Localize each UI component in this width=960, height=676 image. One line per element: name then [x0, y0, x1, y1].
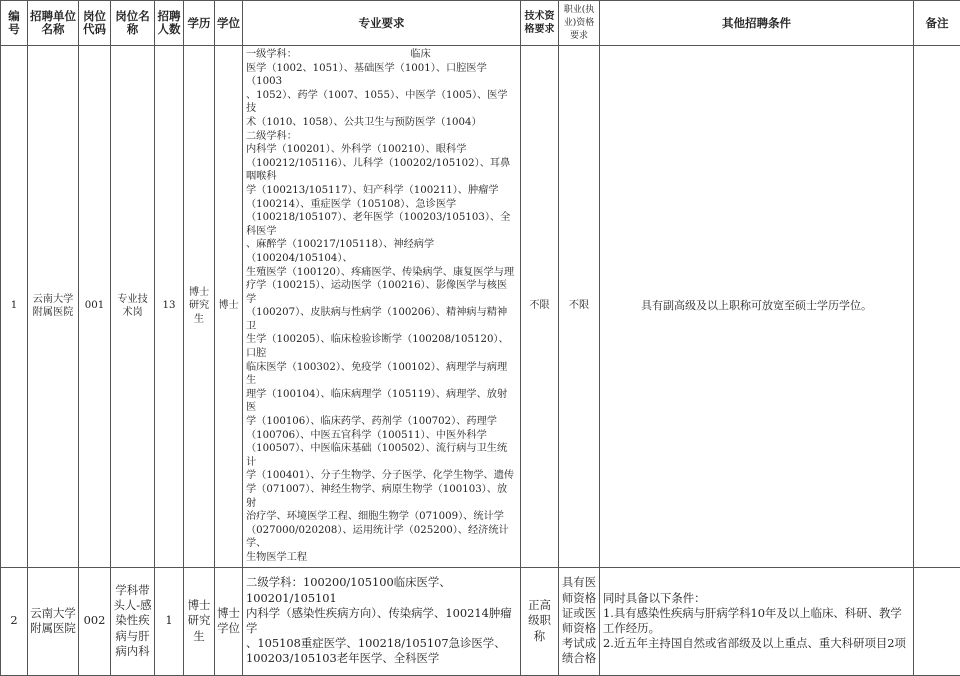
header-unit: 招聘单位名称	[28, 1, 79, 46]
major-line: 、105108重症医学、100218/105107急诊医学、	[246, 636, 517, 651]
row-code: 002	[79, 567, 111, 675]
row-note	[914, 46, 960, 568]
header-no: 编号	[1, 1, 28, 46]
row-tech: 不限	[521, 46, 559, 568]
major-line: 学（100401）、分子生物学、分子医学、化学生物学、遗传	[246, 469, 517, 483]
major-line: 二级学科：	[246, 130, 517, 144]
row-major-requirements	[243, 46, 521, 568]
header-other: 其他招聘条件	[600, 1, 914, 46]
condition-line: 同时具备以下条件：	[603, 591, 910, 606]
major-line: （100214）、重症医学（105108）、急诊医学	[246, 198, 517, 212]
major-line: 一级学科： 临床	[246, 48, 517, 62]
condition-line: 2.近五年主持国自然或省部级及以上重点、重大科研项目2项	[603, 636, 910, 651]
major-line: 理学（100104）、临床病理学（105119）、病理学、放射医	[246, 388, 517, 415]
header-degree: 学位	[215, 1, 243, 46]
row-edu: 博士研究生	[184, 46, 215, 568]
header-edu: 学历	[184, 1, 215, 46]
major-line: 二级学科：100200/105100临床医学、100201/105101	[246, 575, 517, 605]
row-code: 001	[79, 46, 111, 568]
major-line: 疗学（100215）、运动医学（100216）、影像医学与核医学	[246, 279, 517, 306]
table-row	[1, 567, 960, 675]
row-license: 具有医师资格证或医师资格考试成绩合格	[559, 567, 600, 675]
header-code: 岗位代码	[79, 1, 111, 46]
major-line: （100706）、中医五官科学（100511）、中医外科学	[246, 429, 517, 443]
table-row	[1, 46, 960, 568]
row-no: 1	[1, 46, 28, 568]
row-tech: 正高级职称	[521, 567, 559, 675]
major-line: 医学（1002、1051）、基础医学（1001）、口腔医学（1003	[246, 62, 517, 89]
header-note: 备注	[914, 1, 960, 46]
row-other-conditions: 具有副高级及以上职称可放宽至硕士学历学位。	[600, 46, 914, 568]
row-post: 学科带头人-感染性疾病与肝病内科	[111, 567, 155, 675]
row-count: 13	[155, 46, 184, 568]
major-line: 学（100106）、临床药学、药剂学（100702）、药理学	[246, 415, 517, 429]
header-post: 岗位名称	[111, 1, 155, 46]
major-line: 内科学（100201）、外科学（100210）、眼科学	[246, 143, 517, 157]
major-line: （100207）、皮肤病与性病学（100206）、精神病与精神卫	[246, 306, 517, 333]
row-count: 1	[155, 567, 184, 675]
major-line: （027000/020208）、运用统计学（025200）、经济统计学、	[246, 524, 517, 551]
row-other-conditions	[600, 567, 914, 675]
major-line: 、1052）、药学（1007、1055）、中医学（1005）、医学技	[246, 89, 517, 116]
major-line: 术（1010、1058）、公共卫生与预防医学（1004）	[246, 116, 517, 130]
row-edu: 博士研究生	[184, 567, 215, 675]
row-unit: 云南大学附属医院	[28, 46, 79, 568]
major-line: 、麻醉学（100217/105118）、神经病学（100204/105104）、	[246, 238, 517, 265]
major-line: 临床医学（100302）、免疫学（100102）、病理学与病理生	[246, 361, 517, 388]
major-line: 生学（100205）、临床检验诊断学（100208/105120）、口腔	[246, 333, 517, 360]
major-line: 生殖医学（100120）、疼痛医学、传染病学、康复医学与理	[246, 266, 517, 280]
row-license: 不限	[559, 46, 600, 568]
row-unit: 云南大学附属医院	[28, 567, 79, 675]
major-line: （100218/105107）、老年医学（100203/105103）、全科医学	[246, 211, 517, 238]
major-line: （100507）、中医临床基础（100502）、流行病与卫生统计	[246, 442, 517, 469]
row-major-requirements	[243, 567, 521, 675]
condition-line: 1.具有感染性疾病与肝病学科10年及以上临床、科研、教学工作经历。	[603, 606, 910, 636]
major-line: 学（100213/105117）、妇产科学（100211）、肿瘤学	[246, 184, 517, 198]
row-degree: 博士	[215, 46, 243, 568]
header-count: 招聘人数	[155, 1, 184, 46]
header-major: 专业要求	[243, 1, 521, 46]
major-line: 生物医学工程	[246, 551, 517, 565]
row-degree: 博士学位	[215, 567, 243, 675]
row-post: 专业技术岗	[111, 46, 155, 568]
row-no: 2	[1, 567, 28, 675]
major-line: 100203/105103老年医学、全科医学	[246, 651, 517, 666]
major-line: 内科学（感染性疾病方向）、传染病学、100214肿瘤学	[246, 606, 517, 636]
header-license: 职业(执业)资格要求	[559, 1, 600, 46]
major-line: 学（071007）、神经生物学、病原生物学（100103）、放射	[246, 483, 517, 510]
header-tech: 技术资格要求	[521, 1, 559, 46]
row-note	[914, 567, 960, 675]
major-line: （100212/105116）、儿科学（100202/105102）、耳鼻咽喉科	[246, 157, 517, 184]
major-line: 治疗学、环境医学工程、细胞生物学（071009）、统计学	[246, 510, 517, 524]
header-row	[1, 1, 960, 46]
